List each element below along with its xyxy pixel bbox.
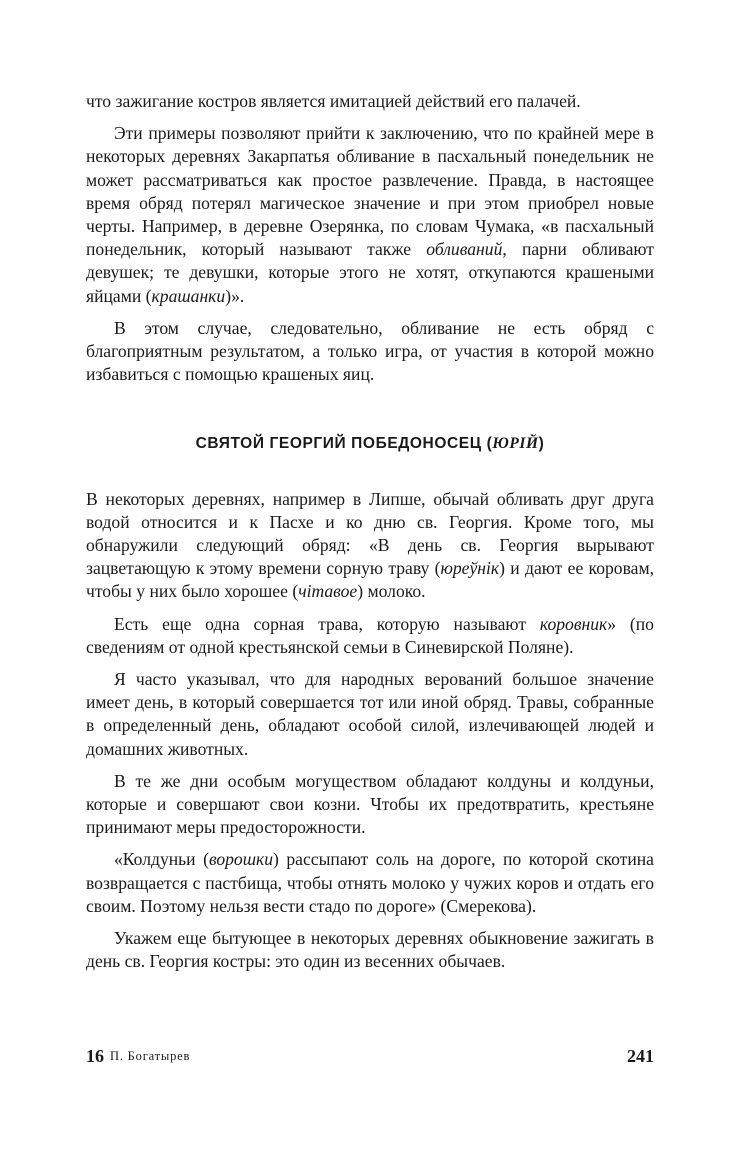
paragraph-8 [86,848,654,918]
paragraph-2-text-c: , парни обливают девушек; те девушки, которые этого не хотят, откупаются крашеными яйцами ( [86,239,654,306]
signature-name: П. Богатырев [110,1049,191,1063]
paragraph-4-term-chitavoe: чітавое [298,581,358,602]
paragraph-2-term-krashanki: крашанки [151,285,226,306]
paragraph-4 [86,488,654,604]
paragraph-2-text-e: )». [225,285,245,306]
paragraph-2-text-a: Эти примеры позволяют прийти к заключению, что по крайней мере в некоторых деревнях Закарпатья обливание в пасхальный понедельник не может рассматриваться как простое развлечение. Правда, в настоящее время обряд потерял магическое значение и при этом приобрел новые черты. Например, в деревне Озерянка, по словам Чумака, «в пасхальный понедельник, который называют также [86,123,654,260]
paragraph-3: В этом случае, следовательно, обливание не есть обряд с благоприятным результатом, а только игра, от участия в которой можно избавиться с помощью крашеных яиц. [86,317,654,385]
paragraph-5-text-c: » (по сведениям от одной крестьянской семьи в Синевирской Поляне). [86,613,654,657]
paragraph-4-text-a: В некоторых деревнях, например в Липше, обычай обливать друг друга водой относится и к Пасхе и ко дню св. Георгия. Кроме того, мы обнаружили следующий обряд: «В день св. Георгия вырывают зацветающую к этому времени сорную траву ( [86,488,654,579]
page-footer [86,1046,654,1072]
paragraph-4-term-yurevnik: юреўнік [440,558,500,579]
signature-number: 16 [86,1046,104,1066]
section-heading [86,432,654,455]
section-heading-term: ЮРІЙ [492,435,539,453]
page-number: 241 [627,1046,654,1066]
paragraph-4-text-e: ) молоко. [357,581,426,602]
paragraph-2 [86,122,654,308]
paragraph-5-term-korovnik: коровник [539,613,608,634]
paragraph-4-text-c: ) и дают ее коровам, чтобы у них было хорошее ( [86,558,654,602]
section-heading-text-c: ) [538,435,545,453]
section-heading-text-a: СВЯТОЙ ГЕОРГИЙ ПОБЕДОНОСЕЦ ( [195,435,493,453]
paragraph-8-text-c: ) рассыпают соль на дороге, по которой скотина возвращается с пастбища, чтобы отнять молоко у чужих коров и отдать его своим. Поэтому нельзя вести стадо по дороге» (Смерекова). [86,849,654,916]
page-text [86,90,654,974]
paragraph-5 [86,613,654,659]
paragraph-5-text-a: Есть еще одна сорная трава, которую называют [114,613,540,634]
paragraph-9: Укажем еще бытующее в некоторых деревнях обыкновение зажигать в день св. Георгия костры: это один из весенних обычаев. [86,928,654,972]
paragraph-2-term-obl: обливаний [426,239,503,260]
paragraph-7: В те же дни особым могуществом обладают колдуны и колдуньи, которые и совершают свои козни. Чтобы их предотвратить, крестьяне принимают меры предосторожности. [86,770,654,838]
paragraph-6: Я часто указывал, что для народных верований большое значение имеет день, в который совершается тот или иной обряд. Травы, собранные в определенный день, обладают особой силой, излечивающей людей и домашних животных. [86,669,654,759]
paragraph-8-term-voroshki: ворошки [208,849,274,870]
paragraph-8-text-a: «Колдуньи ( [114,849,209,870]
paragraph-1: что зажигание костров является имитацией действий его палачей. [86,91,581,111]
